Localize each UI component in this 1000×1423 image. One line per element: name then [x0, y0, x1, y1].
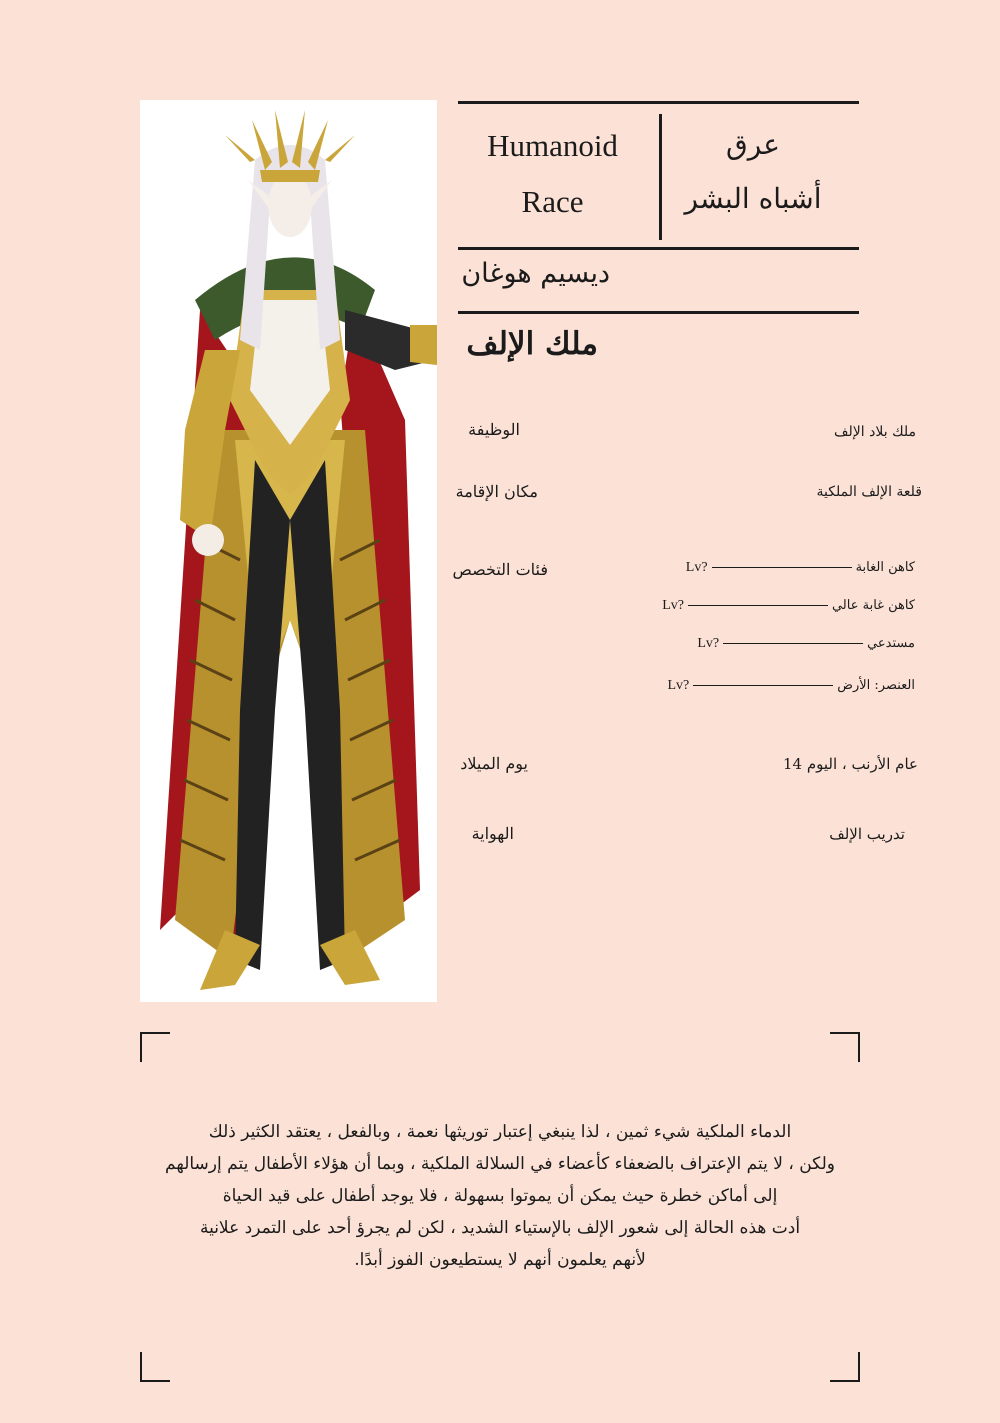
birthday-label: يوم الميلاد	[460, 754, 528, 773]
race-arabic	[668, 118, 838, 226]
class-row	[615, 560, 915, 598]
residence-value: قلعة الإلف الملكية	[816, 484, 922, 500]
character-title: ملك الإلف	[466, 326, 598, 362]
header-middle-rule	[458, 247, 859, 250]
class-level: Lv?	[685, 560, 708, 575]
character-name: ديسيم هوغان	[461, 258, 610, 289]
corner-mark-bottom-left	[140, 1352, 170, 1382]
corner-mark-top-left	[140, 1032, 170, 1062]
class-dash-line	[693, 685, 833, 686]
hobby-value: تدريب الإلف	[829, 825, 905, 843]
classes-label: فئات التخصص	[452, 560, 548, 579]
race-arabic-line1: عرق	[726, 128, 780, 161]
elf-king-illustration	[140, 100, 437, 1002]
class-name: كاهن غابة عالي	[831, 598, 915, 613]
class-name: مستدعي	[867, 636, 915, 651]
header-top-rule	[458, 101, 859, 104]
occupation-value: ملك بلاد الإلف	[834, 424, 916, 440]
class-name: كاهن الغابة	[855, 560, 915, 575]
description-line: الدماء الملكية شيء ثمين ، لذا ينبغي إعتبار توريثها نعمة ، وبالفعل ، يعتقد الكثير ذلك	[208, 1122, 792, 1142]
class-level: Lv?	[667, 678, 690, 693]
corner-mark-bottom-right	[830, 1352, 860, 1382]
class-level: Lv?	[697, 636, 720, 651]
race-arabic-line2: أشباه البشر	[684, 182, 822, 215]
class-name: العنصر: الأرض	[837, 678, 915, 693]
character-portrait	[140, 100, 437, 1002]
race-english	[460, 118, 645, 230]
class-dash-line	[712, 567, 852, 568]
class-row	[615, 636, 915, 678]
birthday-value: عام الأرنب ، اليوم 14	[783, 755, 918, 773]
residence-label: مكان الإقامة	[455, 482, 538, 501]
race-english-line2: Race	[521, 184, 584, 219]
class-dash-line	[723, 643, 863, 644]
class-list	[615, 560, 915, 716]
class-row	[615, 678, 915, 716]
description-line: أدت هذه الحالة إلى شعور الإلف بالإستياء الشديد ، لكن لم يجرؤ أحد على التمرد علانية	[199, 1218, 801, 1238]
description-line: ولكن ، لا يتم الإعتراف بالضعفاء كأعضاء في السلالة الملكية ، وبما أن هؤلاء الأطفال يتم إرسالهم	[165, 1154, 835, 1174]
corner-mark-top-right	[830, 1032, 860, 1062]
class-level: Lv?	[662, 598, 684, 613]
description-line: إلى أماكن خطرة حيث يمكن أن يموتوا بسهولة ، فلا يوجد أطفال على قيد الحياة	[222, 1186, 778, 1206]
name-rule	[458, 311, 859, 314]
description-paragraph	[150, 1116, 850, 1276]
hobby-label: الهواية	[471, 824, 514, 843]
class-row	[615, 598, 915, 636]
race-english-line1: Humanoid	[487, 128, 618, 163]
class-dash-line	[688, 605, 828, 606]
description-line: لأنهم يعلمون أنهم لا يستطيعون الفوز أبدًا.	[354, 1250, 646, 1270]
race-divider	[659, 114, 662, 240]
occupation-label: الوظيفة	[468, 420, 520, 439]
